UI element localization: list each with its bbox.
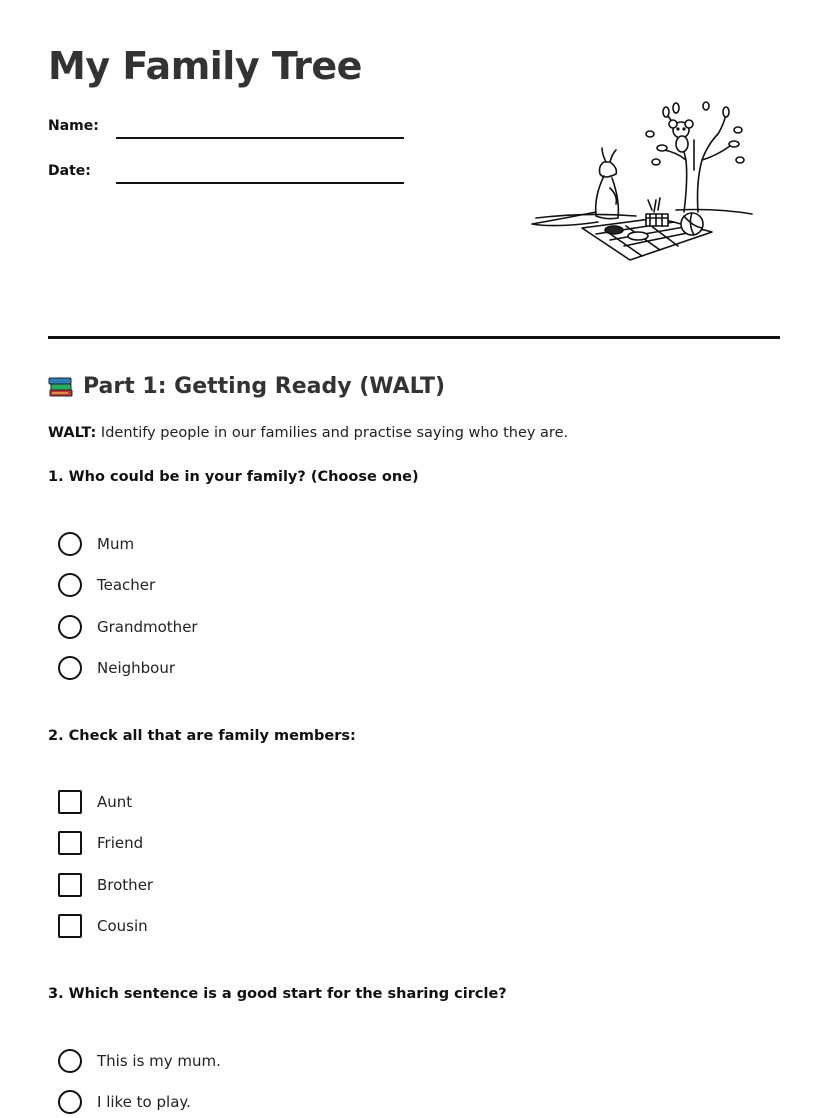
kangaroo-koala-picnic-icon	[526, 100, 756, 265]
q2-option-cousin[interactable]	[58, 914, 148, 938]
date-label: Date:	[48, 163, 91, 179]
q3-option-this-is-my-mum[interactable]	[58, 1049, 221, 1073]
walt-label: WALT:	[48, 425, 97, 441]
walt-statement	[48, 425, 568, 441]
section-divider	[48, 336, 780, 339]
checkbox[interactable]	[58, 873, 82, 897]
question-3-prompt: 3. Which sentence is a good start for the sharing circle?	[48, 986, 507, 1002]
option-label: I like to play.	[97, 1093, 191, 1111]
name-input-line[interactable]	[116, 137, 404, 139]
q1-option-teacher[interactable]	[58, 573, 155, 597]
question-1-prompt: 1. Who could be in your family? (Choose one)	[48, 469, 419, 485]
radio-button[interactable]	[58, 1049, 82, 1073]
walt-text: Identify people in our families and practise saying who they are.	[96, 425, 569, 441]
q2-option-aunt[interactable]	[58, 790, 132, 814]
option-label: This is my mum.	[97, 1052, 221, 1070]
radio-button[interactable]	[58, 1090, 82, 1114]
part1-title: Part 1: Getting Ready (WALT)	[83, 374, 446, 399]
page-title: My Family Tree	[48, 44, 362, 88]
checkbox[interactable]	[58, 914, 82, 938]
option-label: Brother	[97, 876, 154, 894]
radio-button[interactable]	[58, 532, 82, 556]
option-label: Aunt	[97, 793, 133, 811]
option-label: Mum	[97, 535, 135, 553]
radio-button[interactable]	[58, 656, 82, 680]
radio-button[interactable]	[58, 573, 82, 597]
q1-option-neighbour[interactable]	[58, 656, 175, 680]
checkbox[interactable]	[58, 831, 82, 855]
option-label: Teacher	[97, 576, 156, 594]
q2-option-friend[interactable]	[58, 831, 143, 855]
q1-option-mum[interactable]	[58, 532, 134, 556]
question-2-prompt: 2. Check all that are family members:	[48, 728, 356, 744]
checkbox[interactable]	[58, 790, 82, 814]
q2-option-brother[interactable]	[58, 873, 153, 897]
books-icon	[48, 375, 74, 399]
radio-button[interactable]	[58, 615, 82, 639]
option-label: Grandmother	[97, 618, 198, 636]
date-input-line[interactable]	[116, 182, 404, 184]
option-label: Cousin	[97, 917, 148, 935]
option-label: Neighbour	[97, 659, 176, 677]
option-label: Friend	[97, 834, 144, 852]
q1-option-grandmother[interactable]	[58, 615, 198, 639]
part1-heading	[48, 374, 445, 399]
q3-option-i-like-to-play[interactable]	[58, 1090, 191, 1114]
name-label: Name:	[48, 118, 99, 134]
